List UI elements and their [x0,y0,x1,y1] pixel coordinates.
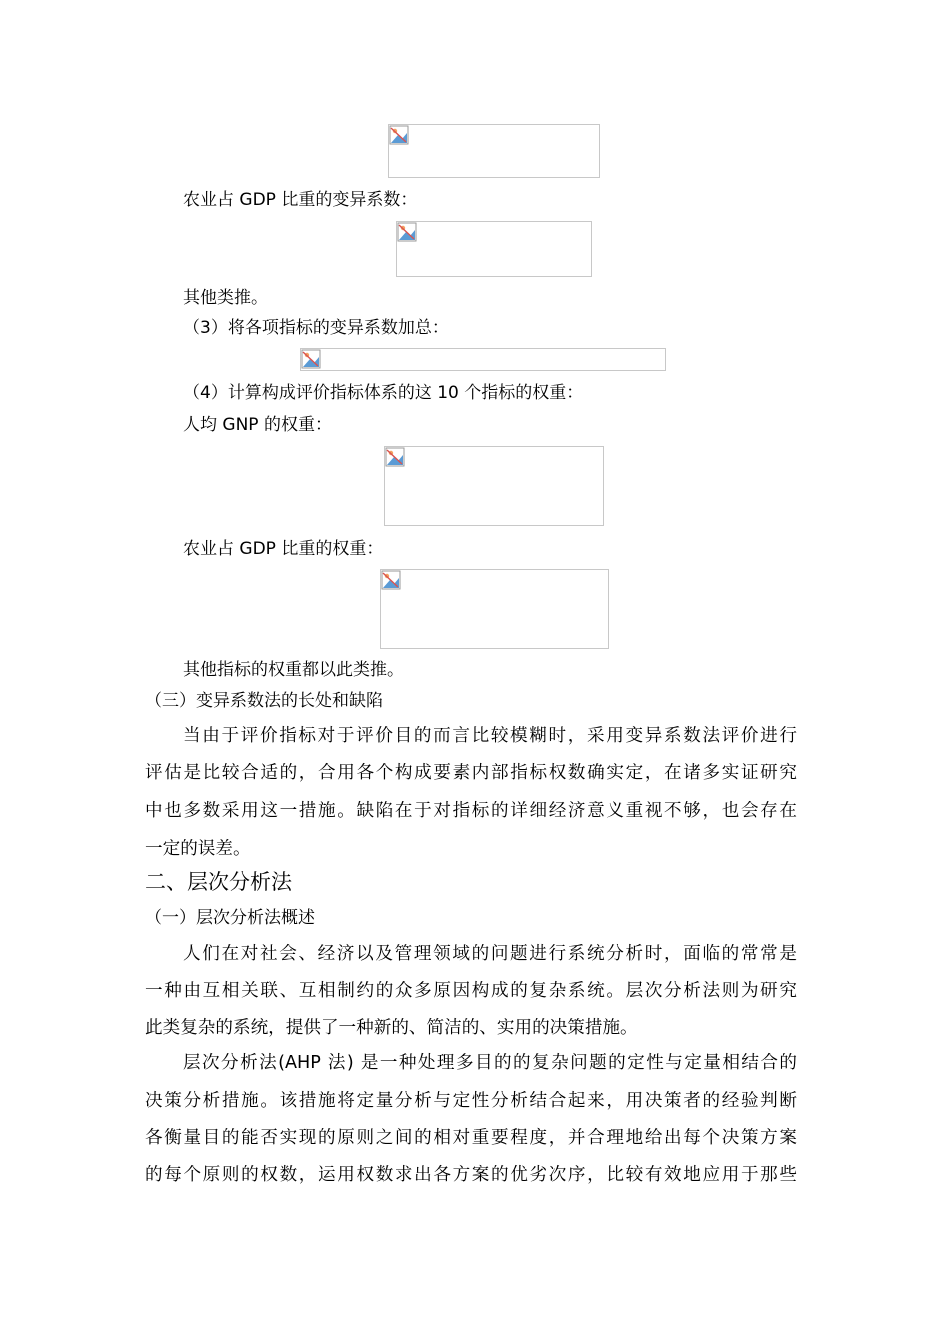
paragraph-line: 评估是比较合适的，合用各个构成要素内部指标权数确实定，在诸多实证研究 [145,763,797,783]
paragraph-line: 各衡量目的能否实现的原则之间的相对重要程度，并合理地给出每个决策方案 [145,1128,797,1148]
formula-image-4 [384,446,604,526]
chapter-2-heading: 二、层次分析法 [145,870,292,894]
formula-image-5 [380,569,609,649]
paragraph-line: 一种由互相关联、互相制约的众多原因构成的复杂系统。层次分析法则为研究 [145,981,797,1001]
agri-weight-label: 农业占 GDP 比重的权重： [183,539,384,559]
broken-image-icon [389,125,409,145]
paragraph-line: 层次分析法(AHP 法) 是一种处理多目的的复杂问题的定性与定量相结合的 [183,1053,797,1073]
others-similar-1: 其他类推。 [183,288,268,308]
broken-image-icon [385,447,405,467]
formula-image-3 [300,348,666,371]
broken-image-icon [381,570,401,590]
paragraph-line: 人们在对社会、经济以及管理领域的问题进行系统分析时，面临的常常是 [183,944,797,964]
paragraph-line: 中也多数采用这一措施。缺陷在于对指标的详细经济意义重视不够，也会存在 [145,801,797,821]
paragraph-line: 当由于评价指标对于评价目的而言比较模糊时，采用变异系数法评价进行 [183,726,797,746]
paragraph-line: 此类复杂的系统，提供了一种新的、简洁的、实用的决策措施。 [145,1018,638,1038]
formula-image-2 [396,221,592,277]
chapter-2-subheading: （一）层次分析法概述 [145,908,315,928]
section-3-heading: （三）变异系数法的长处和缺陷 [145,691,383,711]
step-3: （3）将各项指标的变异系数加总： [183,318,449,338]
agri-cv-label: 农业占 GDP 比重的变异系数： [183,190,418,210]
step-4: （4）计算构成评价指标体系的这 10 个指标的权重： [183,383,584,403]
formula-image-1 [388,124,600,178]
gnp-weight-label: 人均 GNP 的权重： [183,415,332,435]
broken-image-icon [301,349,321,369]
paragraph-line: 的每个原则的权数，运用权数求出各方案的优劣次序，比较有效地应用于那些 [145,1165,797,1185]
broken-image-icon [397,222,417,242]
others-similar-2: 其他指标的权重都以此类推。 [183,660,404,680]
paragraph-line: 一定的误差。 [145,839,251,859]
paragraph-line: 决策分析措施。该措施将定量分析与定性分析结合起来，用决策者的经验判断 [145,1091,797,1111]
